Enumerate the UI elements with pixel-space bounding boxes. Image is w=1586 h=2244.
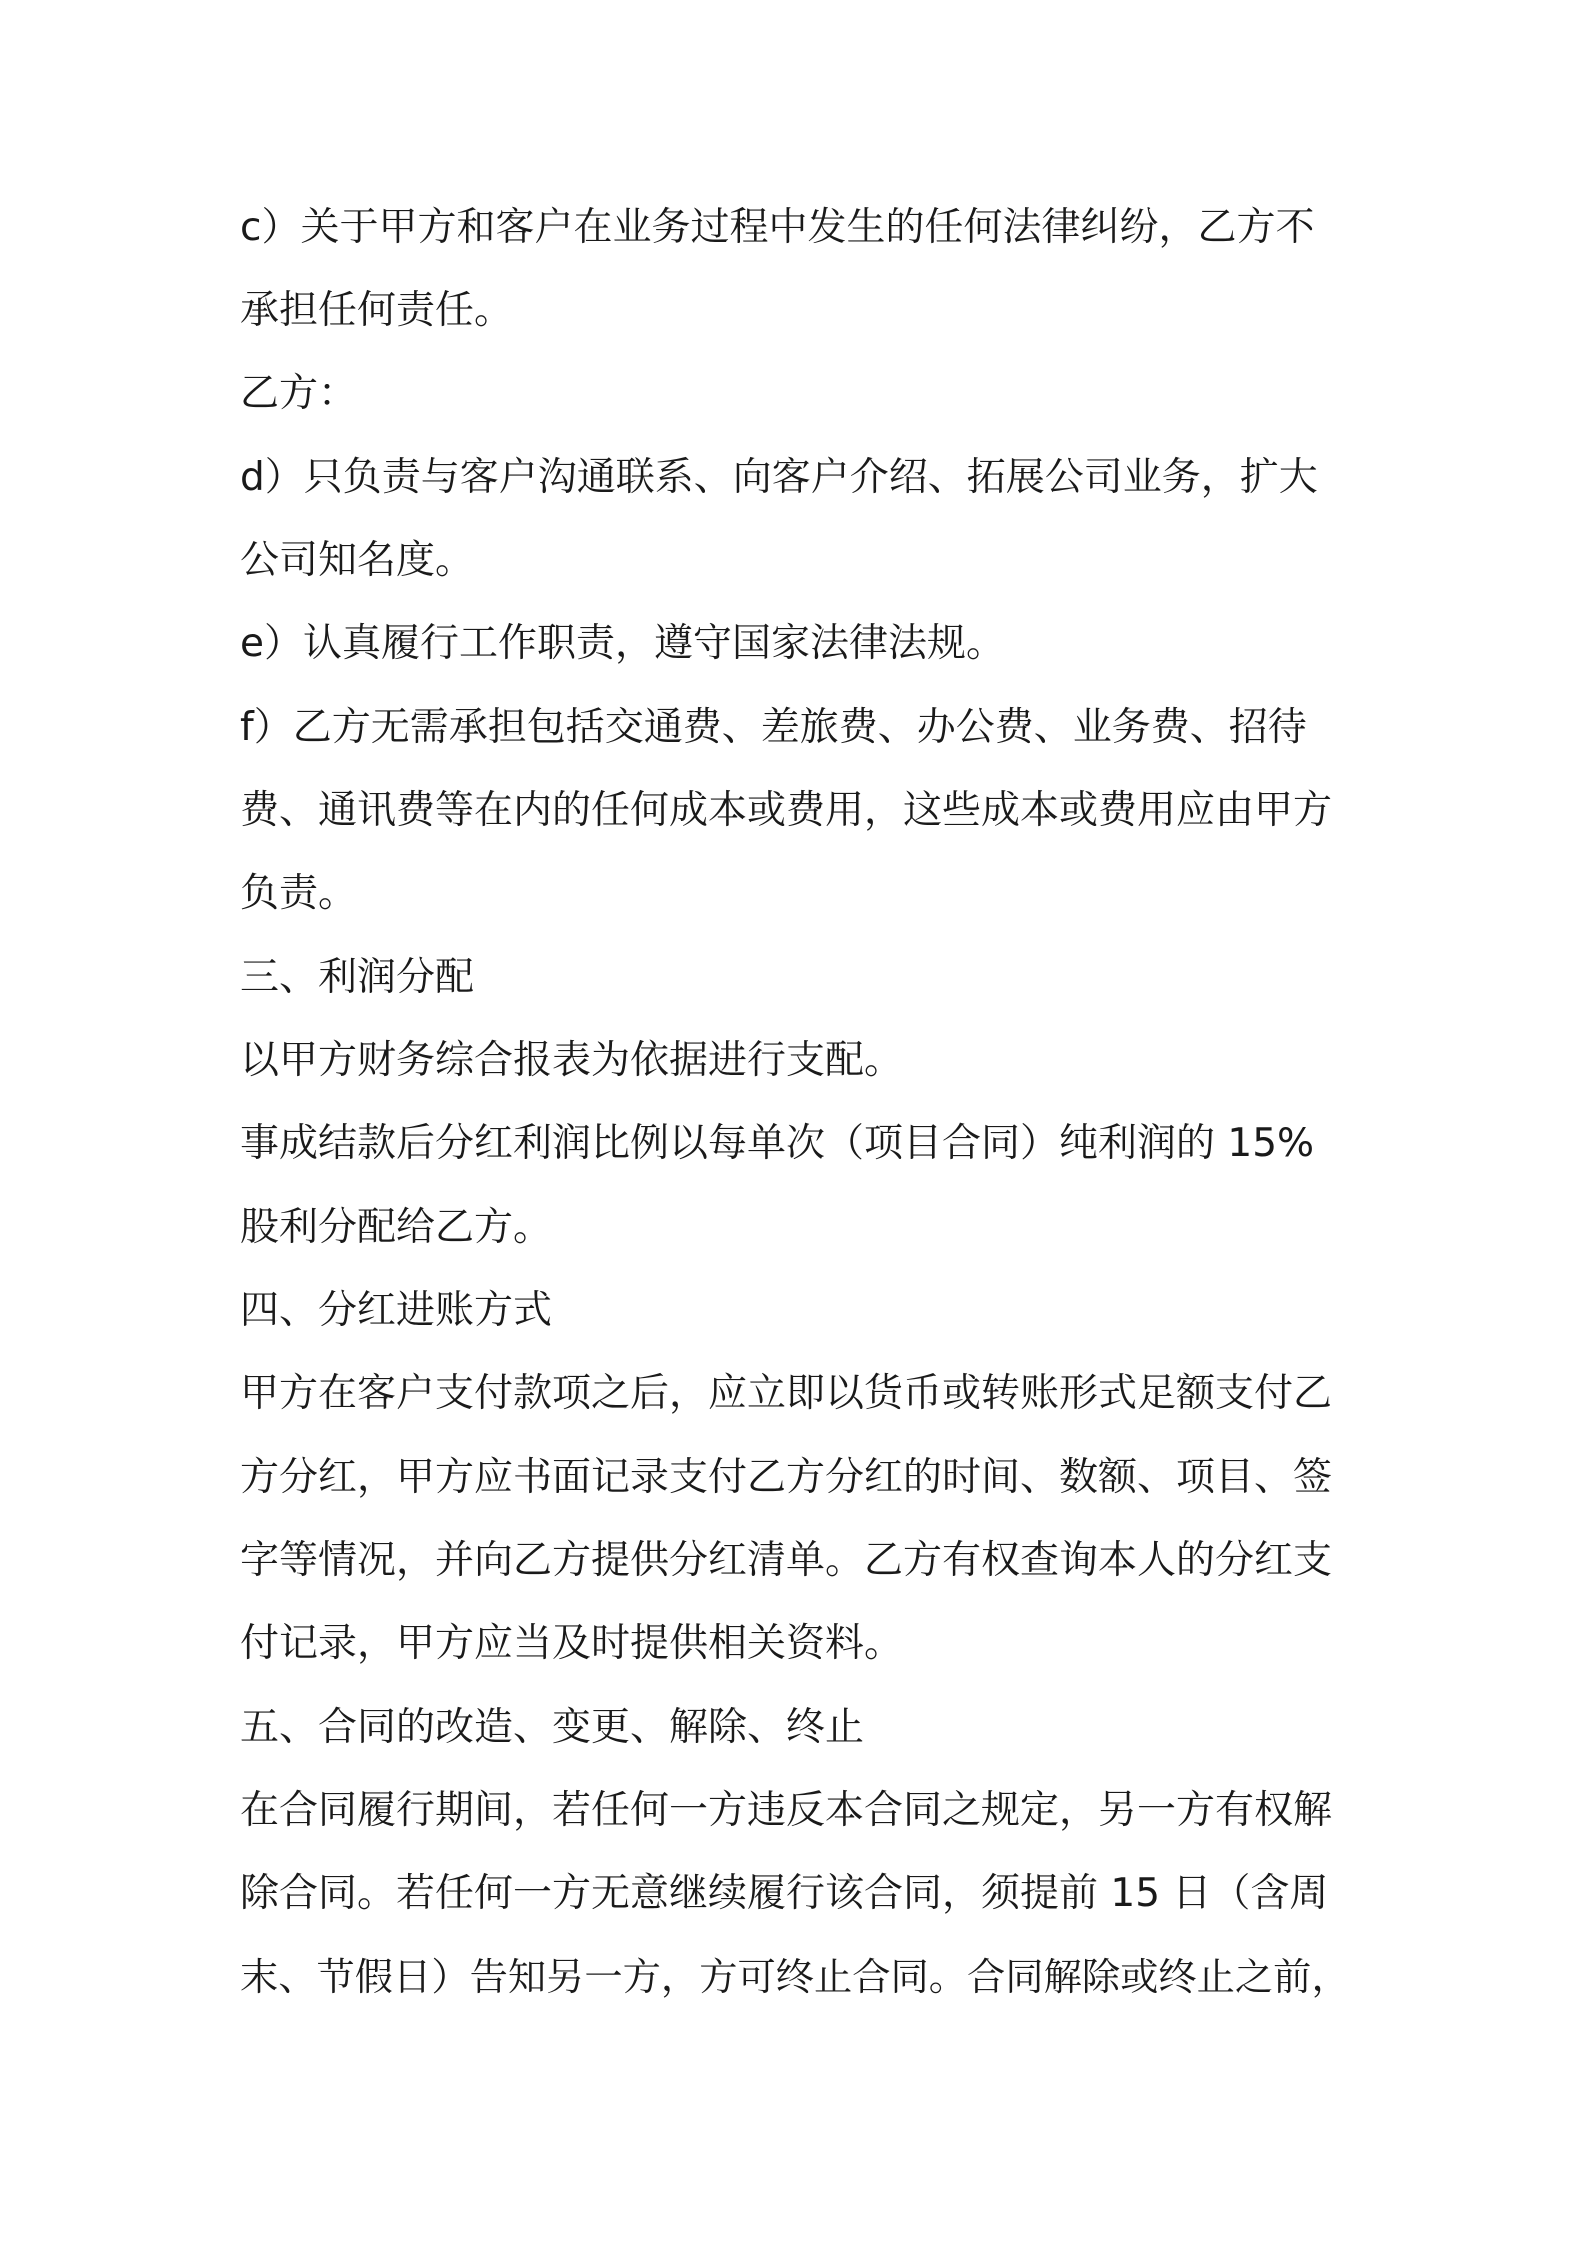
text-line: f）乙方无需承担包括交通费、差旅费、办公费、业务费、招待 bbox=[240, 705, 1307, 750]
text-line: 负责。 bbox=[240, 871, 358, 916]
text-line: c）关于甲方和客户在业务过程中发生的任何法律纠纷，乙方不 bbox=[240, 205, 1315, 250]
text-line: 公司知名度。 bbox=[240, 538, 475, 583]
section-heading: 四、分红进账方式 bbox=[240, 1288, 553, 1333]
text-line: 以甲方财务综合报表为依据进行支配。 bbox=[240, 1038, 904, 1083]
text-line: e）认真履行工作职责，遵守国家法律法规。 bbox=[240, 621, 1005, 666]
text-line: 事成结款后分红利润比例以每单次（项目合同）纯利润的 15% bbox=[240, 1121, 1315, 1166]
text-line: 股利分配给乙方。 bbox=[240, 1205, 553, 1250]
text-line: d）只负责与客户沟通联系、向客户介绍、拓展公司业务，扩大 bbox=[240, 455, 1318, 500]
section-heading: 五、合同的改造、变更、解除、终止 bbox=[240, 1705, 865, 1750]
text-line: 乙方： bbox=[240, 371, 358, 416]
section-heading: 三、利润分配 bbox=[240, 955, 475, 1000]
text-line: 方分红，甲方应书面记录支付乙方分红的时间、数额、项目、签 bbox=[240, 1455, 1333, 1500]
text-line: 在合同履行期间，若任何一方违反本合同之规定，另一方有权解 bbox=[240, 1788, 1333, 1833]
text-line: 费、通讯费等在内的任何成本或费用，这些成本或费用应由甲方 bbox=[240, 788, 1333, 833]
text-line: 除合同。若任何一方无意继续履行该合同，须提前 15 日（含周 bbox=[240, 1871, 1329, 1916]
text-line: 甲方在客户支付款项之后，应立即以货币或转账形式足额支付乙 bbox=[240, 1371, 1333, 1416]
text-line: 付记录，甲方应当及时提供相关资料。 bbox=[240, 1621, 904, 1666]
text-line: 末、节假日）告知另一方，方可终止合同。合同解除或终止之前， bbox=[240, 1955, 1350, 2000]
text-line: 字等情况，并向乙方提供分红清单。乙方有权查询本人的分红支 bbox=[240, 1538, 1333, 1583]
text-line: 承担任何责任。 bbox=[240, 288, 514, 333]
